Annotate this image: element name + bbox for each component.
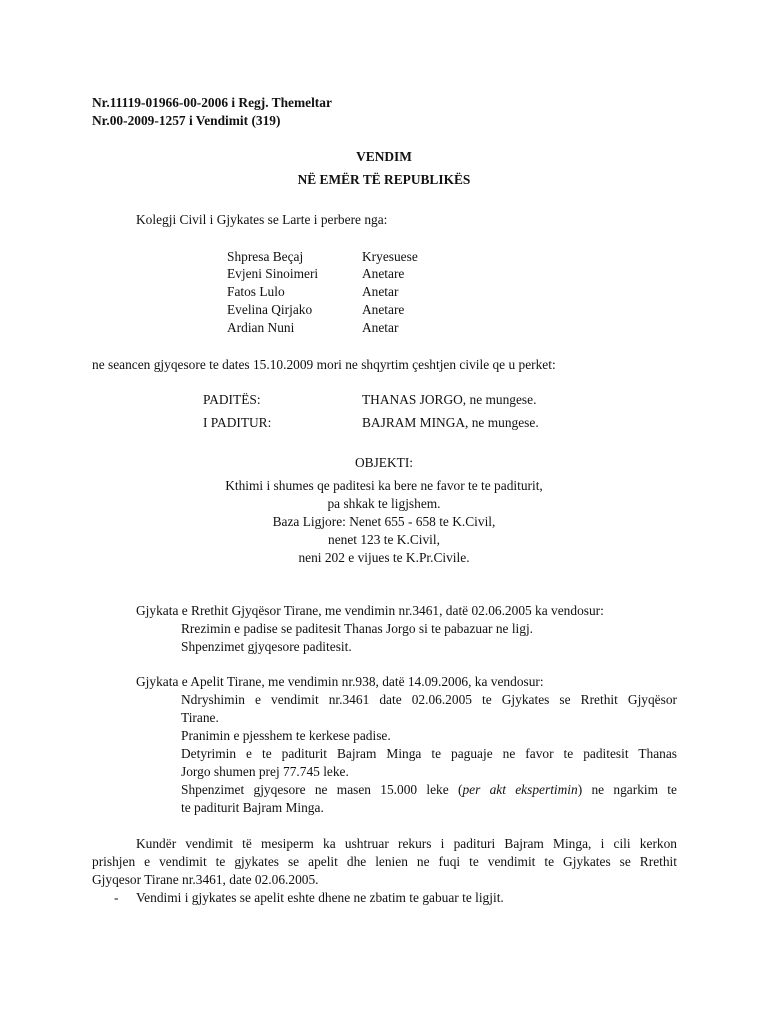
panel-member-name: Ardian Nuni — [227, 320, 295, 335]
objekti-line: nenet 123 te K.Civil, — [328, 532, 440, 547]
apeli-item-line: Detyrimin e te paditurit Bajram Minga te paguaje ne favor te paditesit Thanas — [181, 746, 677, 761]
apeli-item-line: Jorgo shumen prej 77.745 leke. — [181, 764, 349, 779]
party-label: I PADITUR: — [203, 415, 272, 430]
objekti-line: Baza Ligjore: Nenet 655 - 658 te K.Civil, — [272, 514, 496, 529]
panel-member-name: Evjeni Sinoimeri — [227, 266, 319, 281]
panel-member-role: Anetar — [362, 320, 399, 335]
panel-member-role: Kryesuese — [362, 249, 418, 264]
apeli-intro: Gjykata e Apelit Tirane, me vendimin nr.938, datë 14.09.2006, ka vendosur: — [136, 674, 544, 689]
rekurs-line: prishjen e vendimit te gjykates se apelit dhe lenien ne fuqi te vendimit te Gjykates se Rrethit — [92, 854, 677, 869]
panel-member-name: Fatos Lulo — [227, 284, 285, 299]
rrethi-item: Shpenzimet gjyqesore paditesit. — [181, 639, 352, 654]
document-subtitle: NË EMËR TË REPUBLIKËS — [297, 172, 471, 187]
rekurs-line: Gjyqesor Tirane nr.3461, date 02.06.2005. — [92, 872, 319, 887]
panel-intro: Kolegji Civil i Gjykates se Larte i perbere nga: — [136, 212, 388, 227]
party-label: PADITËS: — [203, 392, 261, 407]
apeli-item-line: Tirane. — [181, 710, 219, 725]
panel-member-name: Shpresa Beçaj — [227, 249, 304, 264]
session-line: ne seancen gjyqesore te dates 15.10.2009 mori ne shqyrtim çeshtjen civile qe u perket: — [92, 357, 556, 372]
decision-number: Nr.00-2009-1257 i Vendimit (319) — [92, 113, 281, 128]
objekti-line: pa shkak te ligjshem. — [327, 496, 441, 511]
panel-member-name: Evelina Qirjako — [227, 302, 313, 317]
rekurs-line: Kundër vendimit të mesiperm ka ushtruar rekurs i padituri Bajram Minga, i cili kerkon — [136, 836, 677, 851]
registry-number: Nr.11119-01966-00-2006 i Regj. Themeltar — [92, 95, 332, 110]
party-value: BAJRAM MINGA, ne mungese. — [362, 415, 539, 430]
document-title: VENDIM — [356, 149, 412, 164]
panel-member-role: Anetare — [362, 302, 405, 317]
apeli-item-line — [181, 781, 677, 798]
apeli-item-line: Pranimin e pjesshem te kerkese padise. — [181, 728, 391, 743]
rrethi-item: Rrezimin e padise se paditesit Thanas Jorgo si te pabazuar ne ligj. — [181, 621, 534, 636]
bullet-text: Vendimi i gjykates se apelit eshte dhene ne zbatim te gabuar te ligjit. — [136, 890, 504, 905]
apeli-costs-text: Shpenzimet gjyqesore ne masen 15.000 leke ( — [181, 782, 463, 797]
apeli-item-line: Ndryshimin e vendimit nr.3461 date 02.06.2005 te Gjykates se Rrethit Gjyqësor — [181, 692, 677, 707]
objekti-line: Kthimi i shumes qe paditesi ka bere ne favor te te paditurit, — [225, 478, 543, 493]
objekti-heading: OBJEKTI: — [354, 455, 414, 470]
apeli-costs-text: ) ne ngarkim te — [577, 782, 677, 797]
bullet-dash: - — [114, 890, 119, 905]
panel-member-role: Anetar — [362, 284, 399, 299]
panel-member-role: Anetare — [362, 266, 405, 281]
rrethi-intro: Gjykata e Rrethit Gjyqësor Tirane, me vendimin nr.3461, datë 02.06.2005 ka vendosur: — [136, 603, 604, 618]
party-value: THANAS JORGO, ne mungese. — [362, 392, 537, 407]
objekti-line: neni 202 e vijues te K.Pr.Civile. — [298, 550, 470, 565]
apeli-item-line: te paditurit Bajram Minga. — [181, 800, 324, 815]
apeli-costs-italic: per akt ekspertimin — [462, 782, 578, 797]
